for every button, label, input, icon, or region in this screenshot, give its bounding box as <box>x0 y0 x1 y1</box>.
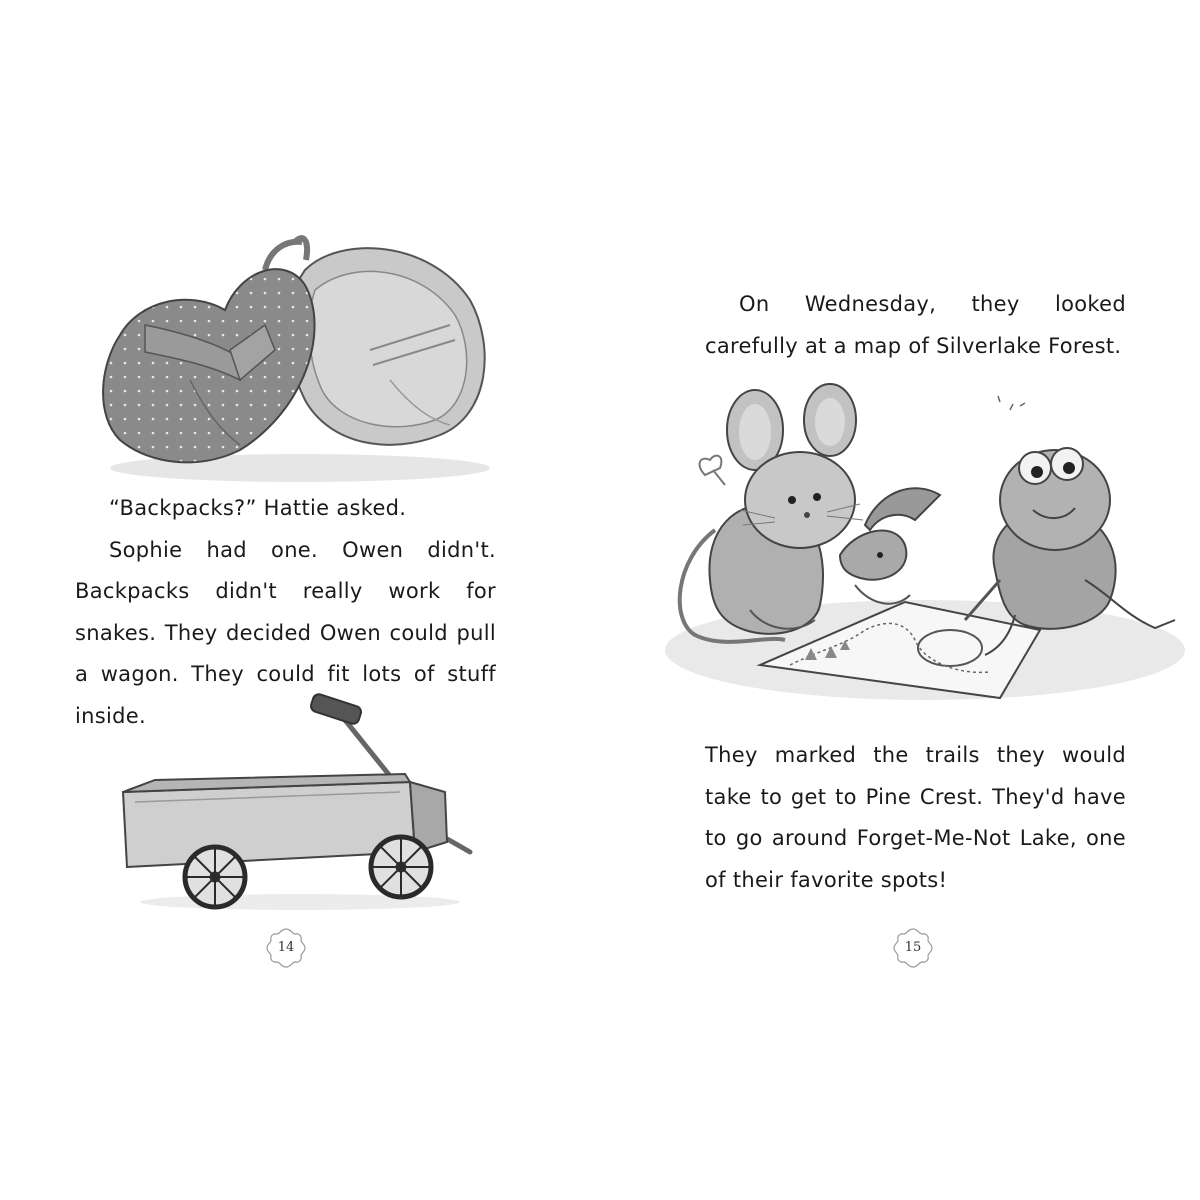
paragraph: They marked the trails they would take to get to Pine Crest. They'd have to go around Forget-Me-Not Lake, one of their favorite spots! <box>705 743 1126 892</box>
paragraph: Sophie had one. Owen didn't. Backpacks didn't really work for snakes. They decided Owen could pull a wagon. They could fit lots of stuff inside. <box>75 537 496 728</box>
wagon-illustration <box>115 692 485 917</box>
page-number <box>891 926 935 970</box>
right-page-text-bottom <box>705 735 1126 901</box>
backpacks-illustration <box>90 230 510 490</box>
paragraph: “Backpacks?” Hattie asked. <box>109 496 407 520</box>
right-page-text-top <box>705 284 1126 367</box>
right-page <box>600 0 1200 1200</box>
page-number-text: 14 <box>277 940 295 955</box>
paragraph: On Wednesday, they looked carefully at a map of Silverlake Forest. <box>705 292 1126 358</box>
page-number-text: 15 <box>904 940 922 955</box>
page-number <box>264 926 308 970</box>
mouse-and-frog-with-map-illustration <box>655 380 1190 710</box>
